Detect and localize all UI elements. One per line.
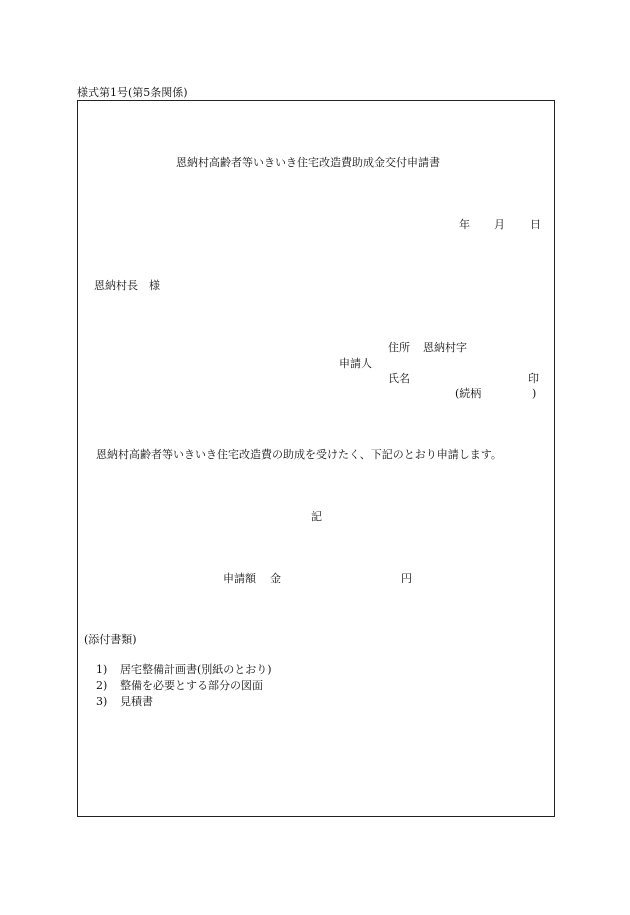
seal-mark: 印 xyxy=(528,372,539,385)
attachments-heading: (添付書類) xyxy=(84,633,137,646)
attachment-number: 2) xyxy=(96,679,108,692)
form-title: 恩納村高齢者等いきいき住宅改造費助成金交付申請書 xyxy=(176,156,440,169)
ki-marker: 記 xyxy=(311,510,322,523)
name-label: 氏名 xyxy=(388,372,410,385)
form-number: 様式第1号(第5条関係) xyxy=(77,86,188,99)
relation-open: (続柄 xyxy=(455,387,482,400)
address-value: 恩納村字 xyxy=(423,341,467,354)
date-year-label: 年 xyxy=(459,218,470,231)
amount-prefix: 金 xyxy=(270,572,281,585)
attachment-number: 1) xyxy=(96,663,108,676)
amount-label: 申請額 xyxy=(223,572,256,585)
address-label: 住所 xyxy=(388,341,410,354)
date-month-label: 月 xyxy=(494,218,505,231)
attachment-text: 居宅整備計画書(別紙のとおり) xyxy=(120,663,272,676)
date-day-label: 日 xyxy=(530,218,541,231)
applicant-label: 申請人 xyxy=(339,357,372,370)
attachment-text: 見積書 xyxy=(120,695,153,708)
attachment-text: 整備を必要とする部分の図面 xyxy=(120,679,263,692)
addressee: 恩納村長 様 xyxy=(94,279,160,292)
attachment-number: 3) xyxy=(96,695,108,708)
form-frame xyxy=(77,100,555,817)
application-statement: 恩納村高齢者等いきいき住宅改造費の助成を受けたく、下記のとおり申請します。 xyxy=(96,448,502,461)
amount-unit: 円 xyxy=(401,572,412,585)
relation-close: ) xyxy=(532,387,537,400)
